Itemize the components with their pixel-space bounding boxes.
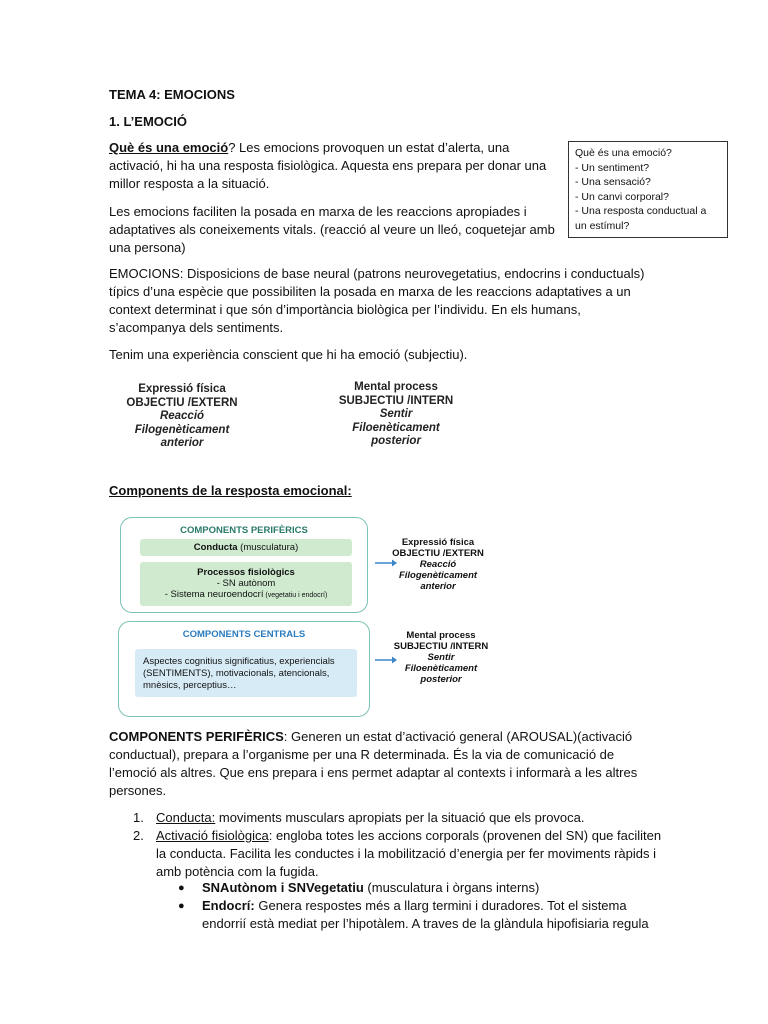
fig1-left-line: OBJECTIU /EXTERN xyxy=(126,396,238,409)
fig1-left-line: Expressió física xyxy=(138,383,226,395)
list-item xyxy=(133,827,673,881)
list-number: 2. xyxy=(133,828,144,843)
figure-subjective-column xyxy=(326,381,466,449)
para5-line: conductual), prepara a l’organisme per una R determinada. És la via de comunicació de xyxy=(109,747,615,762)
processos-small: (vegetatiu i endocrí) xyxy=(263,592,328,599)
central-line: Aspectes cognitius significatius, experiencials xyxy=(143,656,335,667)
section-title: 1. L’EMOCIÓ xyxy=(109,114,188,129)
fig2-right-top-line: Filogenèticament xyxy=(398,570,478,581)
conducta-bar xyxy=(140,539,352,556)
conducta-detail: (musculatura) xyxy=(237,542,299,553)
bullet-icon: ● xyxy=(178,900,185,912)
numbered-list xyxy=(133,809,673,881)
para3-line: s’acompanya dels sentiments. xyxy=(109,320,284,335)
para3-line: context determinat i que són d’importància biològica per l’individu. En els humans, xyxy=(109,302,581,317)
processos-bar xyxy=(140,562,352,606)
fig1-right-line: Sentir xyxy=(379,408,413,420)
fig1-left-line: Reacció xyxy=(159,410,205,422)
central-line: mnèsics, perceptius… xyxy=(143,680,237,691)
fig2-right-bottom-line: Sentir xyxy=(427,652,455,663)
sidebox-line: - Una resposta conductual a xyxy=(575,205,707,218)
paragraph-what-is-emotion xyxy=(109,139,559,193)
para1-line: activació, hi ha una resposta fisiològica. Aquesta ens prepara per donar una xyxy=(109,158,547,173)
bullet-item xyxy=(178,897,668,933)
list-number: 1. xyxy=(133,810,144,825)
fig2-right-top-line: anterior xyxy=(420,581,456,592)
sidebox-line: - Un sentiment? xyxy=(575,161,650,174)
fig2-right-bottom-line: Mental process xyxy=(406,630,476,641)
paragraph-conscious: Tenim una experiència conscient que hi ha emoció (subjectiu). xyxy=(109,347,468,362)
central-aspects-bar xyxy=(135,649,357,697)
list-item-text: moviments musculars apropiats per la situació que els provoca. xyxy=(215,810,585,825)
bullet-lead: SNAutònom i SNVegetatiu xyxy=(202,880,364,895)
bullet-text: Genera respostes més a llarg termini i duradores. Tot el sistema xyxy=(254,898,627,913)
para5-line: l’emoció als altres. Que ens prepara i ens permet adaptar al contexts i informarà a les altres xyxy=(109,765,638,780)
list-item-text: : engloba totes les accions corporals (provenen del SN) que faciliten xyxy=(268,828,662,843)
peripheral-components-box xyxy=(120,517,368,613)
fig2-right-bottom-line: SUBJECTIU /INTERN xyxy=(393,641,489,652)
processos-title: Processos fisiològics xyxy=(197,567,295,578)
list-item-lead: Conducta: xyxy=(156,810,216,825)
fig2-right-top-line: Expressió física xyxy=(401,537,475,548)
paragraph-peripheral xyxy=(109,728,669,800)
para3-line: EMOCIONS: Disposicions de base neural (patrons neurovegetatius, endocrins i conductuals) xyxy=(109,266,645,281)
sidebox-line: Què és una emoció? xyxy=(575,147,672,159)
fig2-right-bottom-line: posterior xyxy=(420,674,462,685)
question-sidebox xyxy=(568,141,728,238)
figure2-objective-label xyxy=(386,537,490,592)
bullet-icon: ● xyxy=(178,882,185,894)
para5-line: : Generen un estat d’activació general (AROUSAL)(activació xyxy=(283,729,633,744)
bullet-item xyxy=(178,879,668,897)
para2-line: una persona) xyxy=(109,240,186,255)
para3-line: típics d’una espècie que possibiliten la posada en marxa de les reaccions adaptatives a un xyxy=(109,284,631,299)
fig2-right-top-line: Reacció xyxy=(419,559,457,570)
bullet-text: (musculatura i òrgans interns) xyxy=(363,880,540,895)
list-item-text: la conducta. Facilita les conductes i la mobilització d’energia per fer moviments ràpids i xyxy=(156,846,657,861)
figure2-subjective-label xyxy=(389,630,493,685)
list-item-text: amb potència com la fugida. xyxy=(156,864,319,879)
emotion-question-lead: Què és una emoció xyxy=(109,140,229,155)
para2-line: Les emocions faciliten la posada en marxa de les reaccions apropiades i xyxy=(109,204,527,219)
fig2-right-top-line: OBJECTIU /EXTERN xyxy=(392,548,484,559)
figure-objective-column xyxy=(112,383,252,451)
sidebox-line: un estímul? xyxy=(575,219,630,232)
fig1-right-line: Mental process xyxy=(354,381,438,393)
fig1-left-line: Filogenèticament xyxy=(134,423,230,436)
central-title: COMPONENTS CENTRALS xyxy=(182,629,306,640)
peripheral-lead: COMPONENTS PERIFÈRICS xyxy=(109,729,284,744)
sidebox-line: - Una sensació? xyxy=(575,176,651,189)
list-item-lead: Activació fisiològica xyxy=(156,828,269,843)
central-components-box xyxy=(118,621,370,717)
central-line: (SENTIMENTS), motivacionals, atencionals, xyxy=(143,668,330,679)
fig2-right-bottom-line: Filoenèticament xyxy=(404,663,478,674)
processos-line: - Sistema neuroendocrí xyxy=(164,589,264,600)
para1-line: millor resposta a la situació. xyxy=(109,176,270,191)
conducta-label: Conducta xyxy=(193,542,238,553)
para5-line: persones. xyxy=(109,783,167,798)
page-heading: TEMA 4: EMOCIONS xyxy=(109,87,235,102)
processos-line: - SN autònom xyxy=(216,578,276,589)
bullet-list xyxy=(178,879,668,933)
bullet-text: endorrií està mediat per l’hipotàlem. A traves de la glàndula hipofisiaria regula xyxy=(202,916,649,931)
list-item xyxy=(133,809,673,827)
paragraph-reactions xyxy=(109,203,559,257)
fig1-right-line: SUBJECTIU /INTERN xyxy=(338,394,454,407)
para2-line: adaptatives als coneixements vitals. (reacció al veure un lleó, coquetejar amb xyxy=(109,222,555,237)
para1-line: ? Les emocions provoquen un estat d’alerta, una xyxy=(228,140,510,155)
fig1-right-line: posterior xyxy=(371,435,421,447)
fig1-right-line: Filoenèticament xyxy=(352,421,440,434)
bullet-lead: Endocrí: xyxy=(202,898,255,913)
sidebox-line: - Un canvi corporal? xyxy=(575,190,669,203)
fig1-left-line: anterior xyxy=(160,437,204,449)
paragraph-definition xyxy=(109,265,669,337)
components-heading: Components de la resposta emocional: xyxy=(109,483,352,498)
peripheral-title: COMPONENTS PERIFÈRICS xyxy=(180,525,308,536)
